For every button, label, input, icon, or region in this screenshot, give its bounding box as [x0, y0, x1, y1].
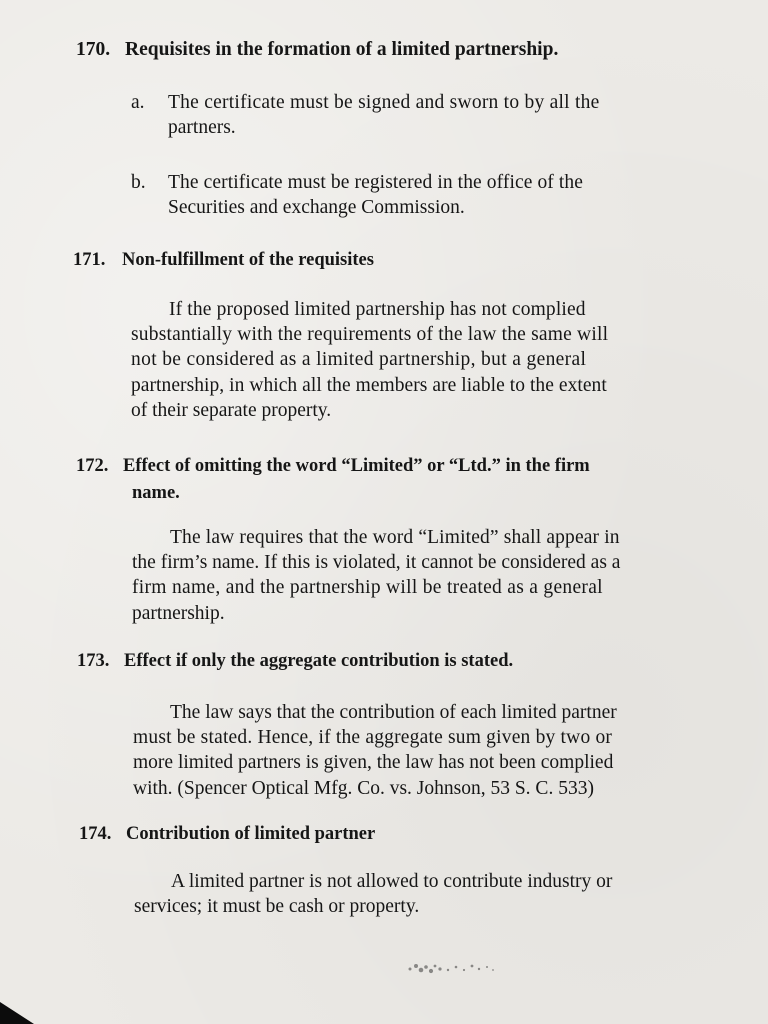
text-line: with. (Spencer Optical Mfg. Co. vs. Johnson, 53 S. C. 533) [133, 777, 594, 799]
section-body-173 [133, 700, 617, 801]
section-heading-173 [77, 649, 513, 673]
section-number: 174. [79, 824, 112, 844]
page-corner-shadow [0, 1002, 34, 1024]
section-heading-170 [76, 38, 558, 62]
list-item-text [168, 170, 583, 220]
text-line: partners. [168, 117, 236, 138]
section-heading-172 [76, 453, 590, 507]
text-line: services; it must be cash or property. [134, 896, 420, 918]
ink-smudge [402, 958, 502, 980]
list-item-a [131, 90, 731, 142]
text-line: more limited partners is given, the law has not been complied [133, 752, 614, 774]
section-title: Requisites in the formation of a limited partnership. [125, 39, 559, 60]
text-line: partnership, in which all the members are liable to the extent [131, 374, 607, 396]
section-number: 173. [77, 651, 110, 671]
section-body-171 [131, 297, 608, 423]
section-body-174 [134, 869, 612, 919]
text-line: not be considered as a limited partnership, but a general [131, 349, 587, 371]
section-number: 171. [73, 250, 106, 270]
section-title-continued: name. [132, 483, 180, 503]
text-line: substantially with the requirements of the law the same will [131, 324, 609, 346]
list-item-b [131, 170, 731, 222]
text-line: the firm’s name. If this is violated, it cannot be considered as a [132, 552, 621, 574]
text-line: of their separate property. [131, 399, 332, 421]
text-line: The certificate must be signed and sworn to by all the [168, 92, 600, 113]
section-heading-171 [73, 248, 374, 272]
section-body-172 [132, 525, 620, 626]
text-line: The certificate must be registered in the office of the [168, 172, 583, 193]
section-title: Non-fulfillment of the requisites [122, 250, 374, 270]
list-marker: a. [131, 92, 145, 113]
text-line: Securities and exchange Commission. [168, 197, 465, 218]
section-title: Effect if only the aggregate contribution is stated. [124, 651, 514, 671]
text-line: The law requires that the word “Limited” shall appear in [170, 527, 620, 548]
section-title: Effect of omitting the word “Limited” or “Ltd.” in the firm [123, 456, 590, 476]
text-line: must be stated. Hence, if the aggregate sum given by two or [133, 727, 613, 749]
section-heading-174 [79, 822, 375, 846]
section-number: 170. [76, 39, 111, 60]
section-number: 172. [76, 456, 109, 476]
text-line: A limited partner is not allowed to contribute industry or [171, 871, 613, 892]
text-line: partnership. [132, 602, 225, 624]
text-line: If the proposed limited partnership has not complied [169, 299, 586, 320]
section-title: Contribution of limited partner [126, 824, 376, 844]
text-line: The law says that the contribution of each limited partner [170, 702, 617, 723]
text-line: firm name, and the partnership will be treated as a general [132, 577, 603, 599]
list-item-text [168, 90, 600, 140]
list-marker: b. [131, 172, 146, 193]
